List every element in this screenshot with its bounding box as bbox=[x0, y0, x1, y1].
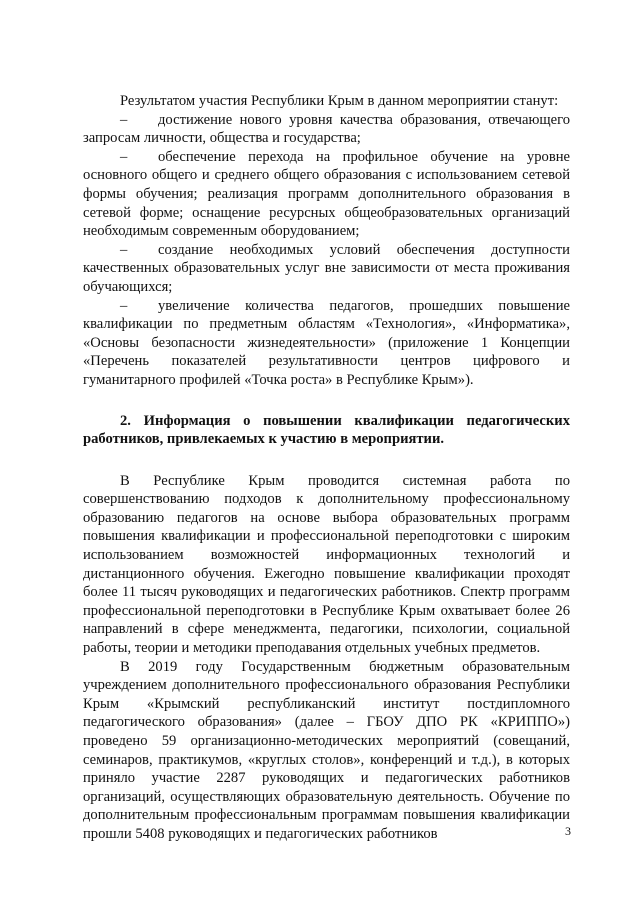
page-number: 3 bbox=[565, 824, 571, 838]
body-paragraph: В Республике Крым проводится системная работа по совершенствованию подходов к дополнительному профессиональному образованию педагогов на основе выбора образовательных программ повышения квалификации и профессиональной переподготовки с широким использованием возможностей информационных технологий и дистанционного обучения. Ежегодно повышение квалификации проходят более 11 тысяч руководящих и педагогических работников. Спектр программ профессиональной переподготовки в Республике Крым охватывает более 26 направлений в сфере менеджмента, педагогики, психологии, социальной работы, теории и методики преподавания отдельных учебных предметов. bbox=[83, 472, 570, 657]
list-dash: – bbox=[120, 148, 128, 165]
intro-paragraph: Результатом участия Республики Крым в данном мероприятии станут: bbox=[120, 93, 559, 109]
list-dash: – bbox=[120, 297, 128, 314]
list-item bbox=[83, 241, 570, 297]
list-item bbox=[83, 297, 570, 390]
list-dash: – bbox=[120, 111, 128, 128]
list-item-text: увеличение количества педагогов, прошедших повышение квалификации по предметным областям «Технология», «Информатика», «Основы безопасности жизнедеятельности» (приложение 1 Концепции «Перечень показателей результативности центров цифрового и гуманитарного профилей «Точка роста» в Республике Крым»). bbox=[83, 297, 570, 388]
page-body bbox=[83, 92, 570, 844]
list-item-text: обеспечение перехода на профильное обучение на уровне основного общего и среднего общего образования с использованием сетевой формы обучения; реализация программ дополнительного образования в сетевой форме; оснащение ресурсных общеобразовательных организаций необходимым современным оборудованием; bbox=[83, 148, 570, 240]
section-heading: 2. Информация о повышении квалификации педагогических работников, привлекаемых к участию в мероприятии. bbox=[83, 412, 570, 448]
list-dash: – bbox=[120, 241, 128, 258]
list-item bbox=[83, 148, 570, 241]
body-paragraph: В 2019 году Государственным бюджетным образовательным учреждением дополнительного профессионального образования Республики Крым «Крымский республиканский институт постдипломного педагогического образования» (далее – ГБОУ ДПО РК «КРИППО») проведено 59 организационно-методических мероприятий (совещаний, семинаров, практикумов, «круглых столов», конференций и т.д.), в которых приняло участие 2287 руководящих и педагогических работников организаций, осуществляющих образовательную деятельность. Обучение по дополнительным профессиональным программам повышения квалификации прошли 5408 руководящих и педагогических работников bbox=[83, 658, 570, 842]
list-item-text: достижение нового уровня качества образования, отвечающего запросам личности, общества и государства; bbox=[83, 111, 570, 147]
list-item-text: создание необходимых условий обеспечения доступности качественных образовательных услуг вне зависимости от места проживания обучающихся; bbox=[83, 241, 570, 295]
list-item bbox=[83, 111, 570, 148]
